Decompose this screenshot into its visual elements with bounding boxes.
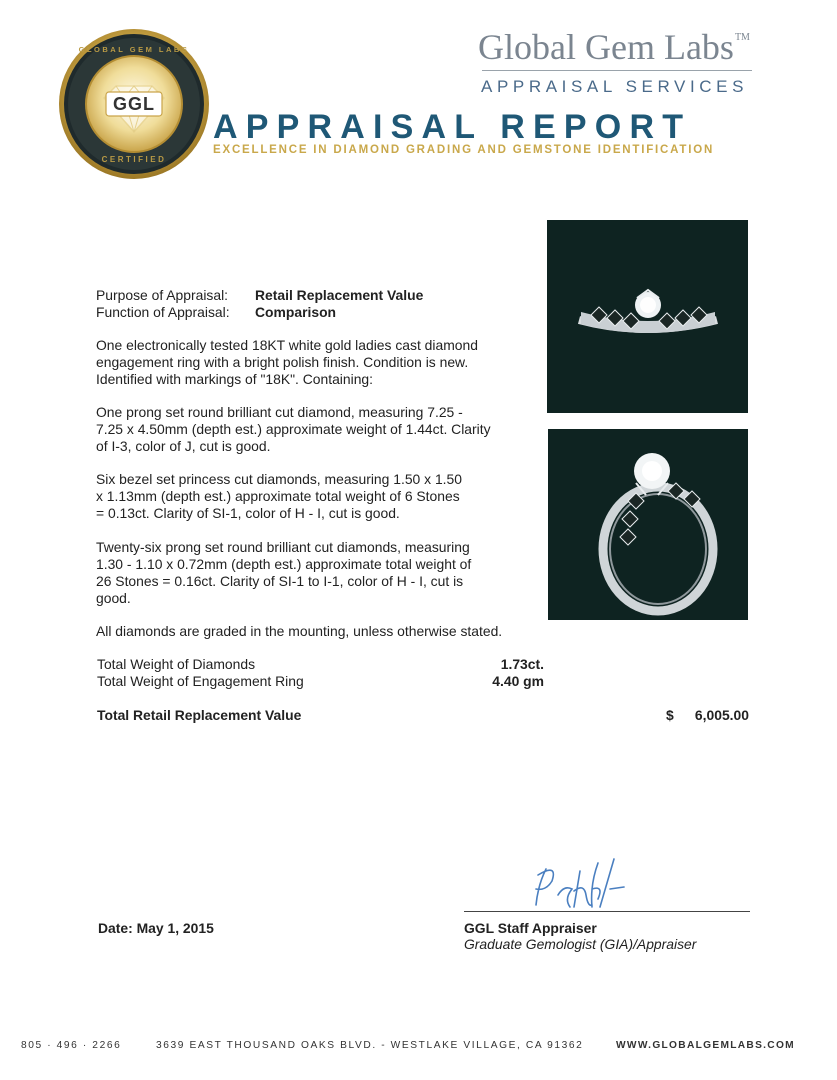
ring-side-view-image: [547, 220, 748, 413]
purpose-label: Purpose of Appraisal:: [96, 287, 229, 303]
ring-angle-view-image: [548, 429, 748, 620]
purpose-value: Retail Replacement Value: [255, 287, 424, 303]
report-tagline: EXCELLENCE IN DIAMOND GRADING AND GEMSTONE IDENTIFICATION: [213, 144, 715, 156]
replacement-value-amount: 6,005.00: [694, 707, 749, 723]
appraiser-title: GGL Staff Appraiser: [464, 920, 597, 936]
ring-photo-angle-view: [548, 429, 748, 620]
seal-ring-top-text: GLOBAL GEM LABS: [78, 45, 190, 54]
ggl-certified-seal: [58, 28, 210, 180]
footer-website-link[interactable]: WWW.GLOBALGEMLABS.COM: [616, 1040, 795, 1051]
seal-ring-bottom-text: CERTIFIED: [101, 155, 167, 164]
replacement-value-currency: $: [666, 707, 674, 723]
seal-wordmark: GGL: [113, 94, 155, 114]
seal-wordmark-layer: [58, 28, 210, 180]
function-label: Function of Appraisal:: [96, 304, 230, 320]
brand-name: [478, 26, 750, 68]
round-stones-description: Twenty-six prong set round brilliant cut diamonds, measuring 1.30 - 1.10 x 0.72mm (depth est.) approximate total weight of 26 Stones = 0.16ct. Clarity of SI-1 to I-1, color of H - I, cut is good.: [96, 539, 472, 606]
appraiser-signature: [528, 855, 633, 915]
ring-description: One electronically tested 18KT white gold ladies cast diamond engagement ring with a bright polish finish. Condition is new. Identified with markings of "18K". Containing:: [96, 337, 478, 387]
brand-name-text: Global Gem Labs: [478, 27, 734, 67]
signature-scribble: [528, 855, 633, 915]
princess-stones-description: Six bezel set princess cut diamonds, measuring 1.50 x 1.50 x 1.13mm (depth est.) approximate total weight of 6 Stones = 0.13ct. Clarity of SI-1, color of H - I, cut is good.: [96, 471, 462, 521]
total-diamond-weight-label: Total Weight of Diamonds: [97, 656, 256, 672]
function-value: Comparison: [255, 304, 337, 320]
total-ring-weight-label: Total Weight of Engagement Ring: [97, 673, 304, 689]
grading-note: All diamonds are graded in the mounting, unless otherwise stated.: [96, 623, 503, 639]
total-ring-weight-value: 4.40 gm: [492, 673, 544, 689]
brand-trademark: TM: [734, 32, 750, 43]
ring-photo-side-view: [547, 220, 748, 413]
appraisal-date: Date: May 1, 2015: [98, 920, 214, 936]
replacement-value-label: Total Retail Replacement Value: [97, 707, 302, 723]
footer-address: 3639 EAST THOUSAND OAKS BLVD. - WESTLAKE VILLAGE, CA 91362: [156, 1040, 584, 1051]
signature-line: [464, 911, 750, 912]
center-stone-description: One prong set round brilliant cut diamond, measuring 7.25 - 7.25 x 4.50mm (depth est.) approximate weight of 1.44ct. Clarity of I-3, color of J, cut is good.: [96, 404, 491, 454]
report-title: APPRAISAL REPORT: [213, 108, 692, 146]
footer-phone: 805 · 496 · 2266: [21, 1040, 122, 1051]
brand-divider: [482, 70, 752, 71]
appraiser-credentials: Graduate Gemologist (GIA)/Appraiser: [464, 936, 697, 952]
brand-subtitle: APPRAISAL SERVICES: [481, 77, 749, 96]
total-diamond-weight-value: 1.73ct.: [500, 656, 544, 672]
